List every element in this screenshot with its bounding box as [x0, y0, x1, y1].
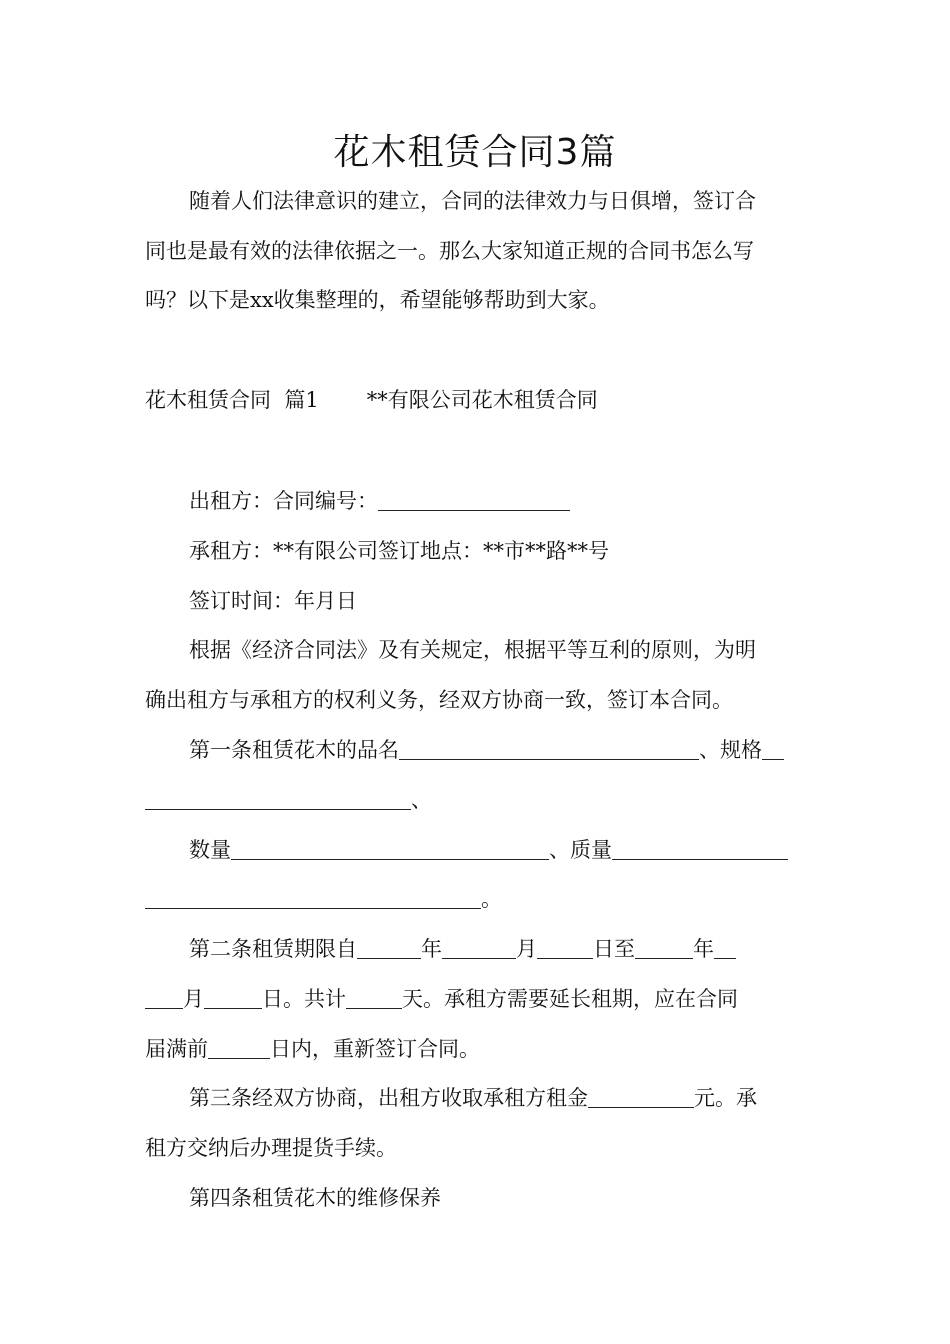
article1-qty-label: 数量 [189, 838, 231, 862]
article3-line-2: 租方交纳后办理提货手续。 [145, 1136, 397, 1160]
lessee-line: 承租方：**有限公司签订地点：**市**路**号 [189, 539, 609, 563]
article3-prefix: 第三条经双方协商，出租方收取承租方租金 [189, 1086, 588, 1110]
quality-blank-start [612, 839, 788, 860]
article2-expire-prefix: 届满前 [145, 1037, 208, 1061]
article2-line-2 [145, 984, 738, 1014]
article2-line-1 [189, 934, 736, 964]
article1-line-4 [145, 884, 502, 914]
rent-amount-blank [588, 1087, 694, 1108]
end-month-blank-continued [145, 988, 183, 1009]
product-name-blank [399, 739, 699, 760]
article3-line-1 [189, 1083, 757, 1113]
document-title: 花木租赁合同3篇 [333, 132, 617, 173]
article2-year: 年 [421, 937, 442, 961]
article1-end: 。 [481, 887, 502, 911]
intro-line-2: 同也是最有效的法律依据之一。那么大家知道正规的合同书怎么写 [145, 239, 754, 263]
sign-time-line: 签订时间：年月日 [189, 589, 357, 613]
intro-line-3: 吗？以下是xx收集整理的，希望能够帮助到大家。 [145, 288, 610, 312]
article2-line-3 [145, 1034, 480, 1064]
intro-line-1: 随着人们法律意识的建立，合同的法律效力与日俱增，签订合 [189, 189, 756, 213]
quality-blank-continued [145, 888, 481, 909]
spec-blank-start [762, 739, 784, 760]
article2-end-month: 月 [183, 987, 204, 1011]
section-heading [145, 385, 598, 415]
start-year-blank [357, 938, 421, 959]
article1-name-label: 第一条租赁花木的品名 [189, 738, 399, 762]
article2-start: 第二条租赁期限自 [189, 937, 357, 961]
section-heading-subtitle: **有限公司花木租赁合同 [366, 388, 598, 412]
article2-day-to: 日至 [593, 937, 635, 961]
total-days-blank [346, 988, 402, 1009]
article1-line-1 [189, 735, 784, 765]
spec-blank-continued [145, 789, 411, 810]
article2-expire-suffix: 日内，重新签订合同。 [270, 1037, 480, 1061]
preamble-line-1: 根据《经济合同法》及有关规定，根据平等互利的原则，为明 [189, 638, 756, 662]
article1-quality-label: 、质量 [549, 838, 612, 862]
end-day-blank [204, 988, 262, 1009]
article2-month: 月 [516, 937, 537, 961]
contract-number-blank [378, 490, 570, 511]
start-month-blank [442, 938, 516, 959]
preamble-line-2: 确出租方与承租方的权利义务，经双方协商一致，签订本合同。 [145, 688, 733, 712]
article2-days-label: 天。承租方需要延长租期，应在合同 [402, 987, 738, 1011]
article1-spec-label: 、规格 [699, 738, 762, 762]
article1-separator: 、 [411, 788, 432, 812]
article2-day: 日。共计 [262, 987, 346, 1011]
article2-end-year: 年 [693, 937, 714, 961]
article1-line-3 [189, 835, 788, 865]
section-heading-label: 花木租赁合同 篇1 [145, 388, 319, 412]
article4-heading: 第四条租赁花木的维修保养 [189, 1186, 441, 1210]
end-month-blank-start [714, 938, 736, 959]
article3-suffix: 元。承 [694, 1086, 757, 1110]
article1-line-2 [145, 785, 432, 815]
lessor-line [189, 486, 570, 516]
end-year-blank [635, 938, 693, 959]
quantity-blank [231, 839, 549, 860]
renewal-days-blank [208, 1038, 270, 1059]
lessor-label: 出租方：合同编号： [189, 489, 378, 513]
start-day-blank [537, 938, 593, 959]
